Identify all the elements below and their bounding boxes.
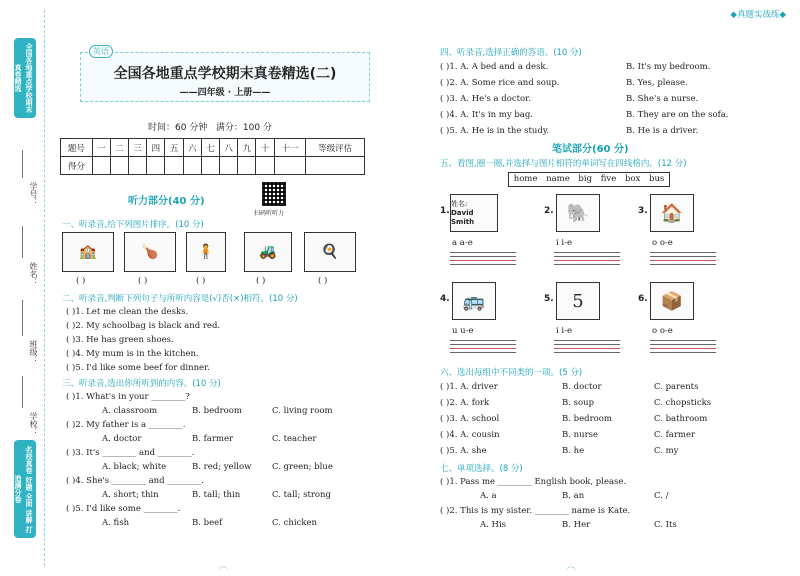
binding-strip (0, 0, 56, 576)
score-table (60, 138, 365, 175)
subject-badge: 英语 (89, 45, 113, 58)
name-card-label: 姓名: (451, 199, 468, 208)
q3-option: C. teacher (272, 434, 317, 444)
score-input[interactable] (256, 157, 274, 175)
q5-number: 2. (544, 206, 554, 216)
q6-option: C. parents (654, 382, 699, 392)
exam-title: 全国各地重点学校期末真卷精选(二) (113, 66, 337, 82)
title-banner (80, 47, 370, 102)
q6-option: B. he (562, 446, 585, 456)
score-table-score-row (61, 157, 365, 175)
q3-option: A. classroom (102, 406, 158, 416)
score-input[interactable] (201, 157, 219, 175)
exam-meta (148, 120, 272, 133)
q5-choices[interactable]: o o-e (652, 326, 673, 336)
q4-option: ( )3. A. He's a doctor. (440, 94, 531, 104)
q2-item: ( )4. My mum is in the kitchen. (66, 349, 199, 359)
q5-choices[interactable]: o o-e (652, 238, 673, 248)
q6-option: C. farmer (654, 430, 696, 440)
q6-option: B. nurse (562, 430, 599, 440)
score-input[interactable] (110, 157, 128, 175)
q5-number: 3. (638, 206, 648, 216)
q3-option: A. short; thin (102, 490, 159, 500)
q5-choices[interactable]: i i-e (556, 326, 573, 336)
score-cell: 二 (110, 139, 128, 157)
q5-number: 4. (440, 294, 450, 304)
student-id-field[interactable] (22, 150, 23, 178)
q5-choices[interactable]: i i-e (556, 238, 573, 248)
q4-option: B. He is a driver. (626, 126, 699, 136)
q5-number: 1. (440, 206, 450, 216)
score-cell: 题号 (61, 139, 93, 157)
q3-stem: ( )2. My father is a ________. (66, 420, 186, 430)
q3-option: A. fish (102, 518, 130, 528)
score-table-header-row (61, 139, 365, 157)
footer-mark: ︵ (566, 561, 576, 572)
bus-picture: 🚌 (452, 282, 496, 320)
score-cell: 六 (183, 139, 201, 157)
q1-title: 一、听录音,给下列图片排序。(10 分) (62, 220, 204, 230)
q6-option: B. bedroom (562, 414, 612, 424)
q4-option: ( )2. A. Some rice and soup. (440, 78, 560, 88)
q4-option: ( )4. A. It's in my bag. (440, 110, 533, 120)
listening-heading: 听力部分(40 分) (128, 196, 205, 207)
q4-option: ( )1. A. A bed and a desk. (440, 62, 549, 72)
picture-person: 🧍 (186, 232, 226, 272)
q3-option: B. tall; thin (192, 490, 241, 500)
score-cell: 十 (256, 139, 274, 157)
q7-option: C. / (654, 491, 669, 501)
q5-choices[interactable]: u u-e (452, 326, 474, 336)
q7-stem: ( )1. Pass me ________ English book, please. (440, 477, 627, 487)
class-label: 班级： (29, 340, 38, 364)
box-picture: 📦 (650, 282, 694, 320)
number-five-picture: 5 (556, 282, 600, 320)
four-line-grid[interactable] (554, 340, 620, 356)
q4-option: ( )5. A. He is in the study. (440, 126, 550, 136)
q6-option: ( )2. A. fork (440, 398, 490, 408)
school-label: 学校： (29, 412, 38, 436)
score-cell: 四 (147, 139, 165, 157)
answer-paren[interactable]: ( ) (256, 276, 266, 286)
footer-mark: ︵ (218, 561, 228, 572)
q4-option: B. She's a nurse. (626, 94, 699, 104)
q7-option: B. an (562, 491, 585, 501)
answer-paren[interactable]: ( ) (138, 276, 148, 286)
corner-label: ◆真题实战练◆ (730, 10, 786, 20)
four-line-grid[interactable] (450, 252, 516, 268)
four-line-grid[interactable] (650, 340, 716, 356)
name-field[interactable] (22, 226, 23, 258)
q3-option: B. beef (192, 518, 223, 528)
q3-option: C. tall; strong (272, 490, 331, 500)
q7-option: A. a (480, 491, 497, 501)
q3-option: A. doctor (102, 434, 142, 444)
q5-number: 6. (638, 294, 648, 304)
picture-kitchen: 🍳 (304, 232, 356, 272)
score-input[interactable] (165, 157, 183, 175)
q7-option: B. Her (562, 520, 591, 530)
q2-item: ( )2. My schoolbag is black and red. (66, 321, 221, 331)
q4-option: B. Yes, please. (626, 78, 688, 88)
name-card-value: David Smith (451, 208, 475, 226)
q6-option: ( )4. A. cousin (440, 430, 500, 440)
q3-option: C. green; blue (272, 462, 333, 472)
q3-option: B. farmer (192, 434, 234, 444)
q3-stem: ( )3. It's ________ and ________. (66, 448, 195, 458)
q7-stem: ( )2. This is my sister. ________ name is Kate. (440, 506, 631, 516)
answer-paren[interactable]: ( ) (76, 276, 86, 286)
qr-code-icon[interactable] (262, 182, 286, 206)
q6-option: ( )5. A. she (440, 446, 487, 456)
time-limit: 时间：60 分钟 (148, 123, 208, 133)
q6-option: ( )3. A. school (440, 414, 500, 424)
strip-tab-bottom: 名校真卷 好题 全面 讲解 打造满分卷 (14, 440, 36, 538)
q3-title: 三、听录音,选出你所听到的内容。(10 分) (62, 379, 221, 389)
score-cell: 等级评估 (306, 139, 365, 157)
score-input[interactable] (147, 157, 165, 175)
q3-option: B. red; yellow (192, 462, 252, 472)
q4-title: 四、听录音,选择正确的答语。(10 分) (440, 48, 582, 58)
q7-title: 七、单项选择。(8 分) (440, 464, 523, 474)
score-input[interactable] (129, 157, 147, 175)
score-input[interactable] (92, 157, 110, 175)
answer-paren[interactable]: ( ) (318, 276, 328, 286)
score-input[interactable] (306, 157, 365, 175)
house-picture: 🏠 (650, 194, 694, 232)
q3-stem: ( )1. What's in your ________? (66, 392, 190, 402)
written-heading: 笔试部分(60 分) (552, 144, 629, 155)
answer-paren[interactable]: ( ) (196, 276, 206, 286)
score-input[interactable] (220, 157, 238, 175)
q3-option: B. bedroom (192, 406, 242, 416)
q6-option: B. soup (562, 398, 595, 408)
q4-option: B. It's my bedroom. (626, 62, 711, 72)
q6-option: B. doctor (562, 382, 602, 392)
q3-option: C. living room (272, 406, 333, 416)
q5-title: 五、看图,圈一圈,并选择与图片相符的单词写在四线格内。(12 分) (440, 159, 687, 169)
strip-tab-top: 全国各地重点学校期末真卷精选 (14, 38, 36, 118)
score-row-label: 得分 (61, 157, 93, 175)
score-cell: 七 (201, 139, 219, 157)
picture-classroom: 🏫 (62, 232, 114, 272)
picture-farmer: 🚜 (244, 232, 292, 272)
school-field[interactable] (22, 376, 23, 408)
score-input[interactable] (238, 157, 256, 175)
qr-caption: 扫码听听力 (254, 210, 285, 217)
q3-stem: ( )5. I'd like some ________. (66, 504, 181, 514)
q2-item: ( )3. He has green shoes. (66, 335, 174, 345)
q6-option: C. my (654, 446, 679, 456)
score-cell: 三 (129, 139, 147, 157)
name-card-picture (450, 194, 498, 232)
score-input[interactable] (274, 157, 306, 175)
q2-item: ( )5. I'd like some beef for dinner. (66, 363, 210, 373)
picture-chicken: 🍗 (124, 232, 176, 272)
q5-choices[interactable]: a a-e (452, 238, 473, 248)
q6-option: ( )1. A. driver (440, 382, 498, 392)
q6-option: C. chopsticks (654, 398, 712, 408)
cut-line (44, 10, 45, 566)
four-line-grid[interactable] (650, 252, 716, 268)
q7-option: A. His (480, 520, 507, 530)
q2-item: ( )1. Let me clean the desks. (66, 307, 189, 317)
score-input[interactable] (183, 157, 201, 175)
exam-subtitle: ——四年级 · 上册—— (179, 88, 271, 98)
score-cell: 九 (238, 139, 256, 157)
class-field[interactable] (22, 300, 23, 336)
four-line-grid[interactable] (554, 252, 620, 268)
q6-title: 六、选出每组中不同类的一项。(5 分) (440, 368, 583, 378)
full-score: 满分：100 分 (215, 123, 272, 133)
q7-option: C. Its (654, 520, 677, 530)
score-cell: 十一 (274, 139, 306, 157)
q5-number: 5. (544, 294, 554, 304)
elephant-picture: 🐘 (556, 194, 600, 232)
q3-option: C. chicken (272, 518, 317, 528)
score-cell: 五 (165, 139, 183, 157)
score-cell: 八 (220, 139, 238, 157)
q6-option: C. bathroom (654, 414, 708, 424)
word-bank: home name big five box bus (508, 172, 670, 187)
q2-title: 二、听录音,判断下列句子与所听内容是(√)否(×)相符。(10 分) (62, 294, 298, 304)
score-cell: 一 (92, 139, 110, 157)
student-id-label: 学号： (29, 182, 38, 206)
q3-option: A. black; white (102, 462, 167, 472)
q4-option: B. They are on the sofa. (626, 110, 729, 120)
four-line-grid[interactable] (450, 340, 516, 356)
name-label: 姓名： (29, 262, 38, 286)
q3-stem: ( )4. She's ________ and ________. (66, 476, 204, 486)
